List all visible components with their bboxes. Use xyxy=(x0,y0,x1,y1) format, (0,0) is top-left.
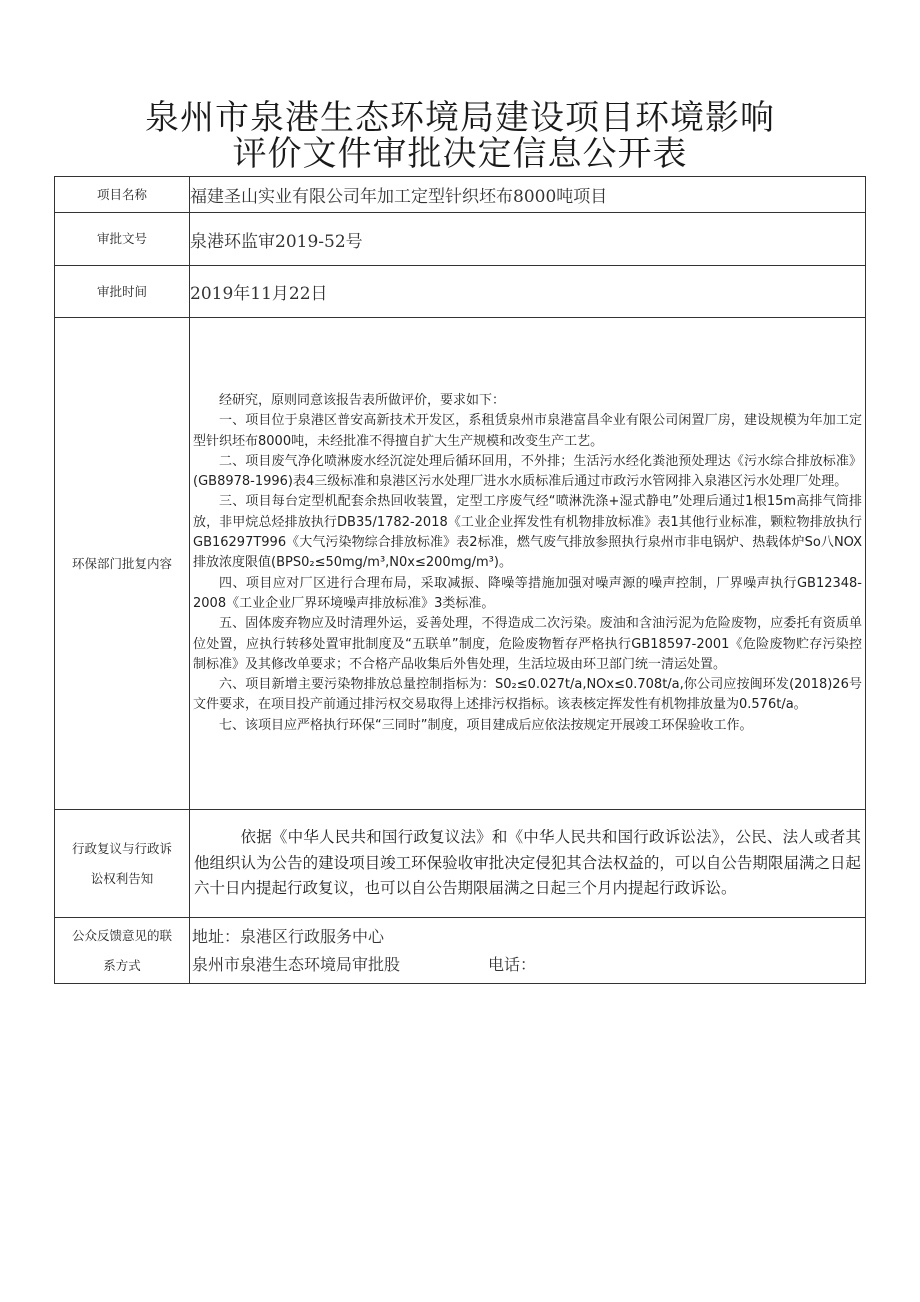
reply-content-label: 环保部门批复内容 xyxy=(55,318,190,810)
reply-content-text xyxy=(190,391,865,736)
contact-label-line-1: 公众反馈意见的联 xyxy=(71,927,172,943)
contact-cell xyxy=(190,918,866,984)
legal-notice-paragraph: 依据《中华人民共和国行政复议法》和《中华人民共和国行政诉讼法》，公民、法人或者其他组织认为公告的建设项目竣工环保验收审批决定侵犯其合法权益的，可以自公告期限届满之日起六十日内提起行政复议，也可以自公告期限届满之日起三个月内提起行政诉讼。 xyxy=(194,828,861,898)
row-legal-notice xyxy=(55,810,866,918)
approval-date-value: 2019年11月22日 xyxy=(190,266,866,318)
title-line-2: 评价文件审批决定信息公开表 xyxy=(232,134,688,174)
contact-office: 泉州市泉港生态环境局审批股 xyxy=(192,954,401,974)
approval-date-label: 审批时间 xyxy=(55,266,190,318)
project-name-value: 福建圣山实业有限公司年加工定型针织坯布8000吨项目 xyxy=(190,177,866,213)
contact-label xyxy=(55,918,190,984)
legal-notice-label-line-1: 行政复议与行政诉 xyxy=(71,840,172,856)
contact-office-line xyxy=(192,951,865,979)
row-reply-content xyxy=(55,318,866,810)
reply-paragraph: 二、项目废气净化喷淋废水经沉淀处理后循环回用，不外排；生活污水经化粪池预处理达《污水综合排放标准》(GB8978-1996)表4三级标准和泉港区污水处理厂进水水质标准后通过市政污水管网排入泉港区污水处理厂处理。 xyxy=(193,453,862,490)
title-line-1: 泉州市泉港生态环境局建设项目环境影响 xyxy=(145,98,775,138)
row-approval-no xyxy=(55,213,866,266)
row-contact xyxy=(55,918,866,984)
legal-notice-label-line-2: 讼权利告知 xyxy=(90,870,154,886)
reply-content-cell xyxy=(190,318,866,810)
disclosure-table xyxy=(54,176,866,984)
legal-notice-label xyxy=(55,810,190,918)
contact-text xyxy=(190,923,865,979)
reply-paragraph: 一、项目位于泉港区普安高新技术开发区，系租赁泉州市泉港富昌伞业有限公司闲置厂房，建设规模为年加工定型针织坯布8000吨，未经批准不得擅自扩大生产规模和改变生产工艺。 xyxy=(193,413,862,449)
approval-no-value: 泉港环监审2019-52号 xyxy=(190,213,866,266)
reply-paragraph: 七、该项目应严格执行环保“三同时”制度，项目建成后应依法按规定开展竣工环保验收工作。 xyxy=(219,717,753,733)
reply-paragraph: 四、项目应对厂区进行合理布局，采取减振、降噪等措施加强对噪声源的噪声控制，厂界噪声执行GB12348-2008《工业企业厂界环境噪声排放标准》3类标准。 xyxy=(193,575,862,611)
row-approval-date xyxy=(55,266,866,318)
contact-phone: 电话： xyxy=(488,954,537,974)
contact-label-line-2: 系方式 xyxy=(103,957,141,973)
reply-paragraph: 三、项目每台定型机配套余热回收装置，定型工序废气经“喷淋洗涤+湿式静电”处理后通过1根15m高排气筒排放，非甲烷总烃排放执行DB35/1782-2018《工业企业挥发性有机物排放标准》表1其他行业标准，颗粒物排放执行GB16297T996《大气污染物综合排放标准》表2标准，燃气废气排放参照执行泉州市非电锅炉、热载体炉So八NOX排放浓度限值(BPS0₂≤50mg/m³,N0x≤200mg/m³)。 xyxy=(193,494,862,571)
approval-no-label: 审批文号 xyxy=(55,213,190,266)
legal-notice-cell xyxy=(190,810,866,918)
contact-address: 地址：泉港区行政服务中心 xyxy=(192,926,385,946)
project-name-label: 项目名称 xyxy=(55,177,190,213)
reply-paragraph: 六、项目新增主要污染物排放总量控制指标为：S0₂≤0.027t/a,NOx≤0.708t/a,你公司应按闽环发(2018)26号文件要求，在项目投产前通过排污权交易取得上述排污权指标。该表核定挥发性有机物排放量为0.576t/a。 xyxy=(193,677,862,713)
reply-paragraph: 经研究，原则同意该报告表所做评价，要求如下： xyxy=(219,392,506,408)
page-title xyxy=(0,100,920,172)
legal-notice-text xyxy=(190,825,865,902)
reply-paragraph: 五、固体废弃物应及时清理外运，妥善处理，不得造成二次污染。废油和含油污泥为危险废物，应委托有资质单位处置，应执行转移处置审批制度及“五联单”制度，危险废物暂存严格执行GB18597-2001《危险废物贮存污染控制标准》及其修改单要求；不合格产品收集后外售处理，生活垃圾由环卫部门统一清运处置。 xyxy=(193,616,862,672)
row-project-name xyxy=(55,177,866,213)
